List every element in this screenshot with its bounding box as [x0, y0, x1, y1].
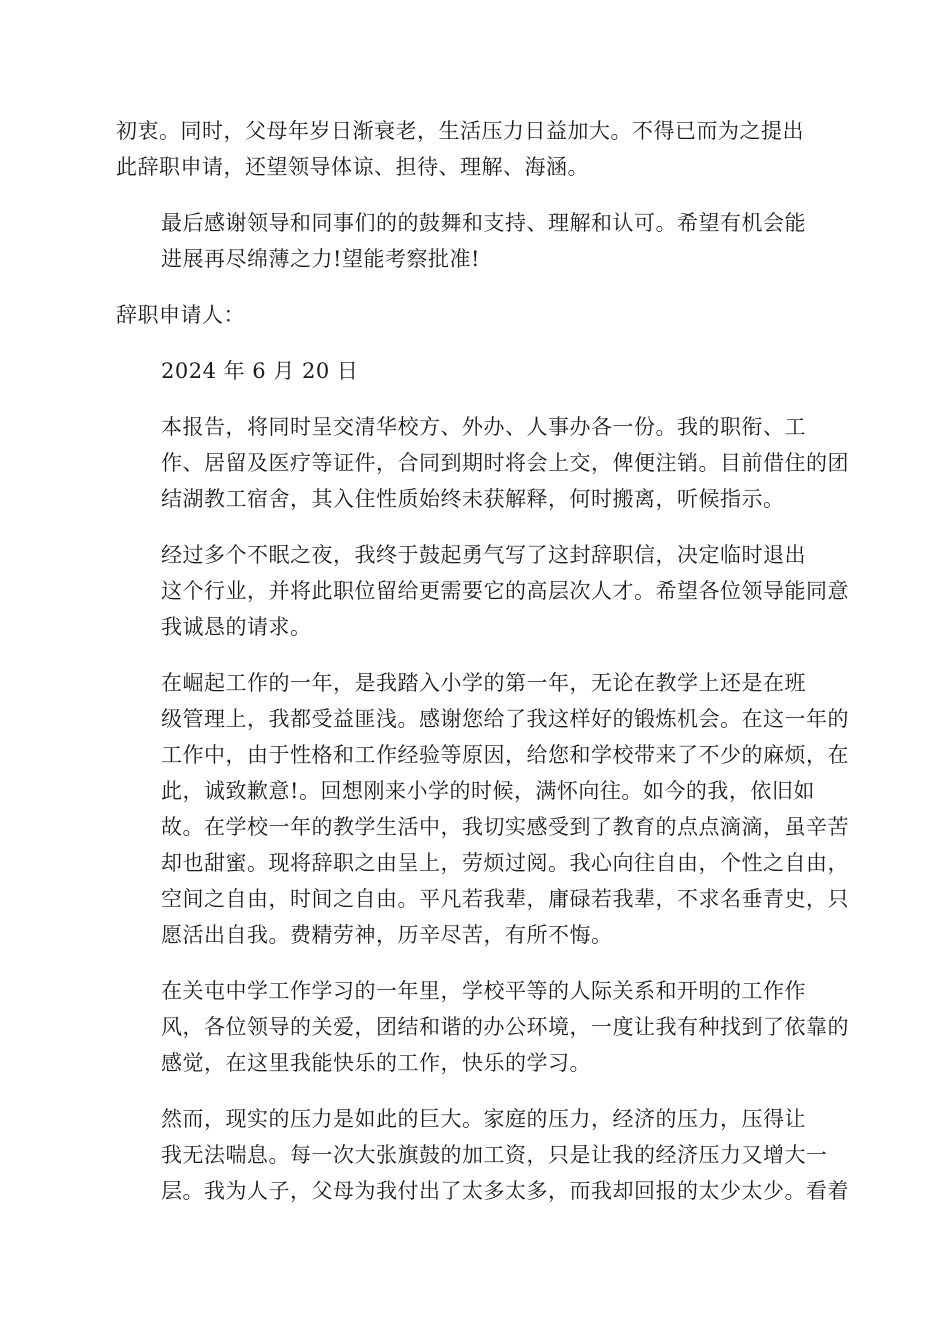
paragraph — [116, 1101, 849, 1209]
text-line: 这个行业，并将此职位留给更需要它的高层次人才。希望各位领导能同意 — [161, 579, 849, 603]
document-page — [116, 113, 849, 1229]
text-line: 层。我为人子，父母为我付出了太多太多，而我却回报的太少太少。看着 — [161, 1179, 849, 1203]
text-line: 我无法喘息。每一次大张旗鼓的加工资，只是让我的经济压力又增大一 — [161, 1143, 828, 1167]
paragraph — [116, 353, 836, 389]
text-line: 风，各位领导的关爱，团结和谐的办公环境，一度让我有种找到了依靠的 — [161, 1015, 849, 1039]
paragraph — [116, 409, 849, 517]
paragraph — [116, 205, 836, 277]
text-line: 此辞职申请，还望领导体谅、担待、理解、海涵。 — [116, 155, 589, 179]
paragraph — [116, 665, 849, 953]
text-line: 工作中，由于性格和工作经验等原因，给您和学校带来了不少的麻烦，在 — [161, 743, 849, 767]
text-line: 经过多个不眠之夜，我终于鼓起勇气写了这封辞职信，决定临时退出 — [161, 543, 806, 567]
text-line: 在崛起工作的一年，是我踏入小学的第一年，无论在教学上还是在班 — [161, 671, 806, 695]
text-line: 故。在学校一年的教学生活中，我切实感受到了教育的点点滴滴，虽辛苦 — [161, 815, 849, 839]
text-line: 作、居留及医疗等证件，合同到期时将会上交，俾便注销。目前借住的团 — [161, 451, 849, 475]
text-line: 愿活出自我。费精劳神，历辛尽苦，有所不悔。 — [161, 923, 613, 947]
paragraph — [116, 537, 849, 645]
text-line: 然而，现实的压力是如此的巨大。家庭的压力，经济的压力，压得让 — [161, 1107, 806, 1131]
text-line: 辞职申请人： — [116, 303, 245, 327]
paragraph — [116, 113, 836, 185]
text-line: 却也甜蜜。现将辞职之由呈上，劳烦过阅。我心向往自由，个性之自由， — [161, 851, 849, 875]
text-line: 最后感谢领导和同事们的的鼓舞和支持、理解和认可。希望有机会能 — [161, 211, 806, 235]
text-line: 初衷。同时，父母年岁日渐衰老，生活压力日益加大。不得已而为之提出 — [116, 119, 804, 143]
text-line: 本报告，将同时呈交清华校方、外办、人事办各一份。我的职衔、工 — [161, 415, 806, 439]
text-line: 2024 年 6 月 20 日 — [161, 359, 359, 383]
text-line: 级管理上，我都受益匪浅。感谢您给了我这样好的锻炼机会。在这一年的 — [161, 707, 849, 731]
text-line: 感觉，在这里我能快乐的工作，快乐的学习。 — [161, 1051, 591, 1075]
text-line: 在关屯中学工作学习的一年里，学校平等的人际关系和开明的工作作 — [161, 979, 806, 1003]
text-line: 空间之自由，时间之自由。平凡若我辈，庸碌若我辈，不求名垂青史，只 — [161, 887, 849, 911]
paragraph — [116, 297, 836, 333]
text-line: 结湖教工宿舍，其入住性质始终未获解释，何时搬离，听候指示。 — [161, 487, 785, 511]
paragraph — [116, 973, 849, 1081]
text-line: 进展再尽绵薄之力!望能考察批准! — [161, 247, 480, 271]
text-line: 此，诚致歉意!。回想刚来小学的时候，满怀向往。如今的我，依旧如 — [161, 779, 815, 803]
text-line: 我诚恳的请求。 — [161, 615, 312, 639]
